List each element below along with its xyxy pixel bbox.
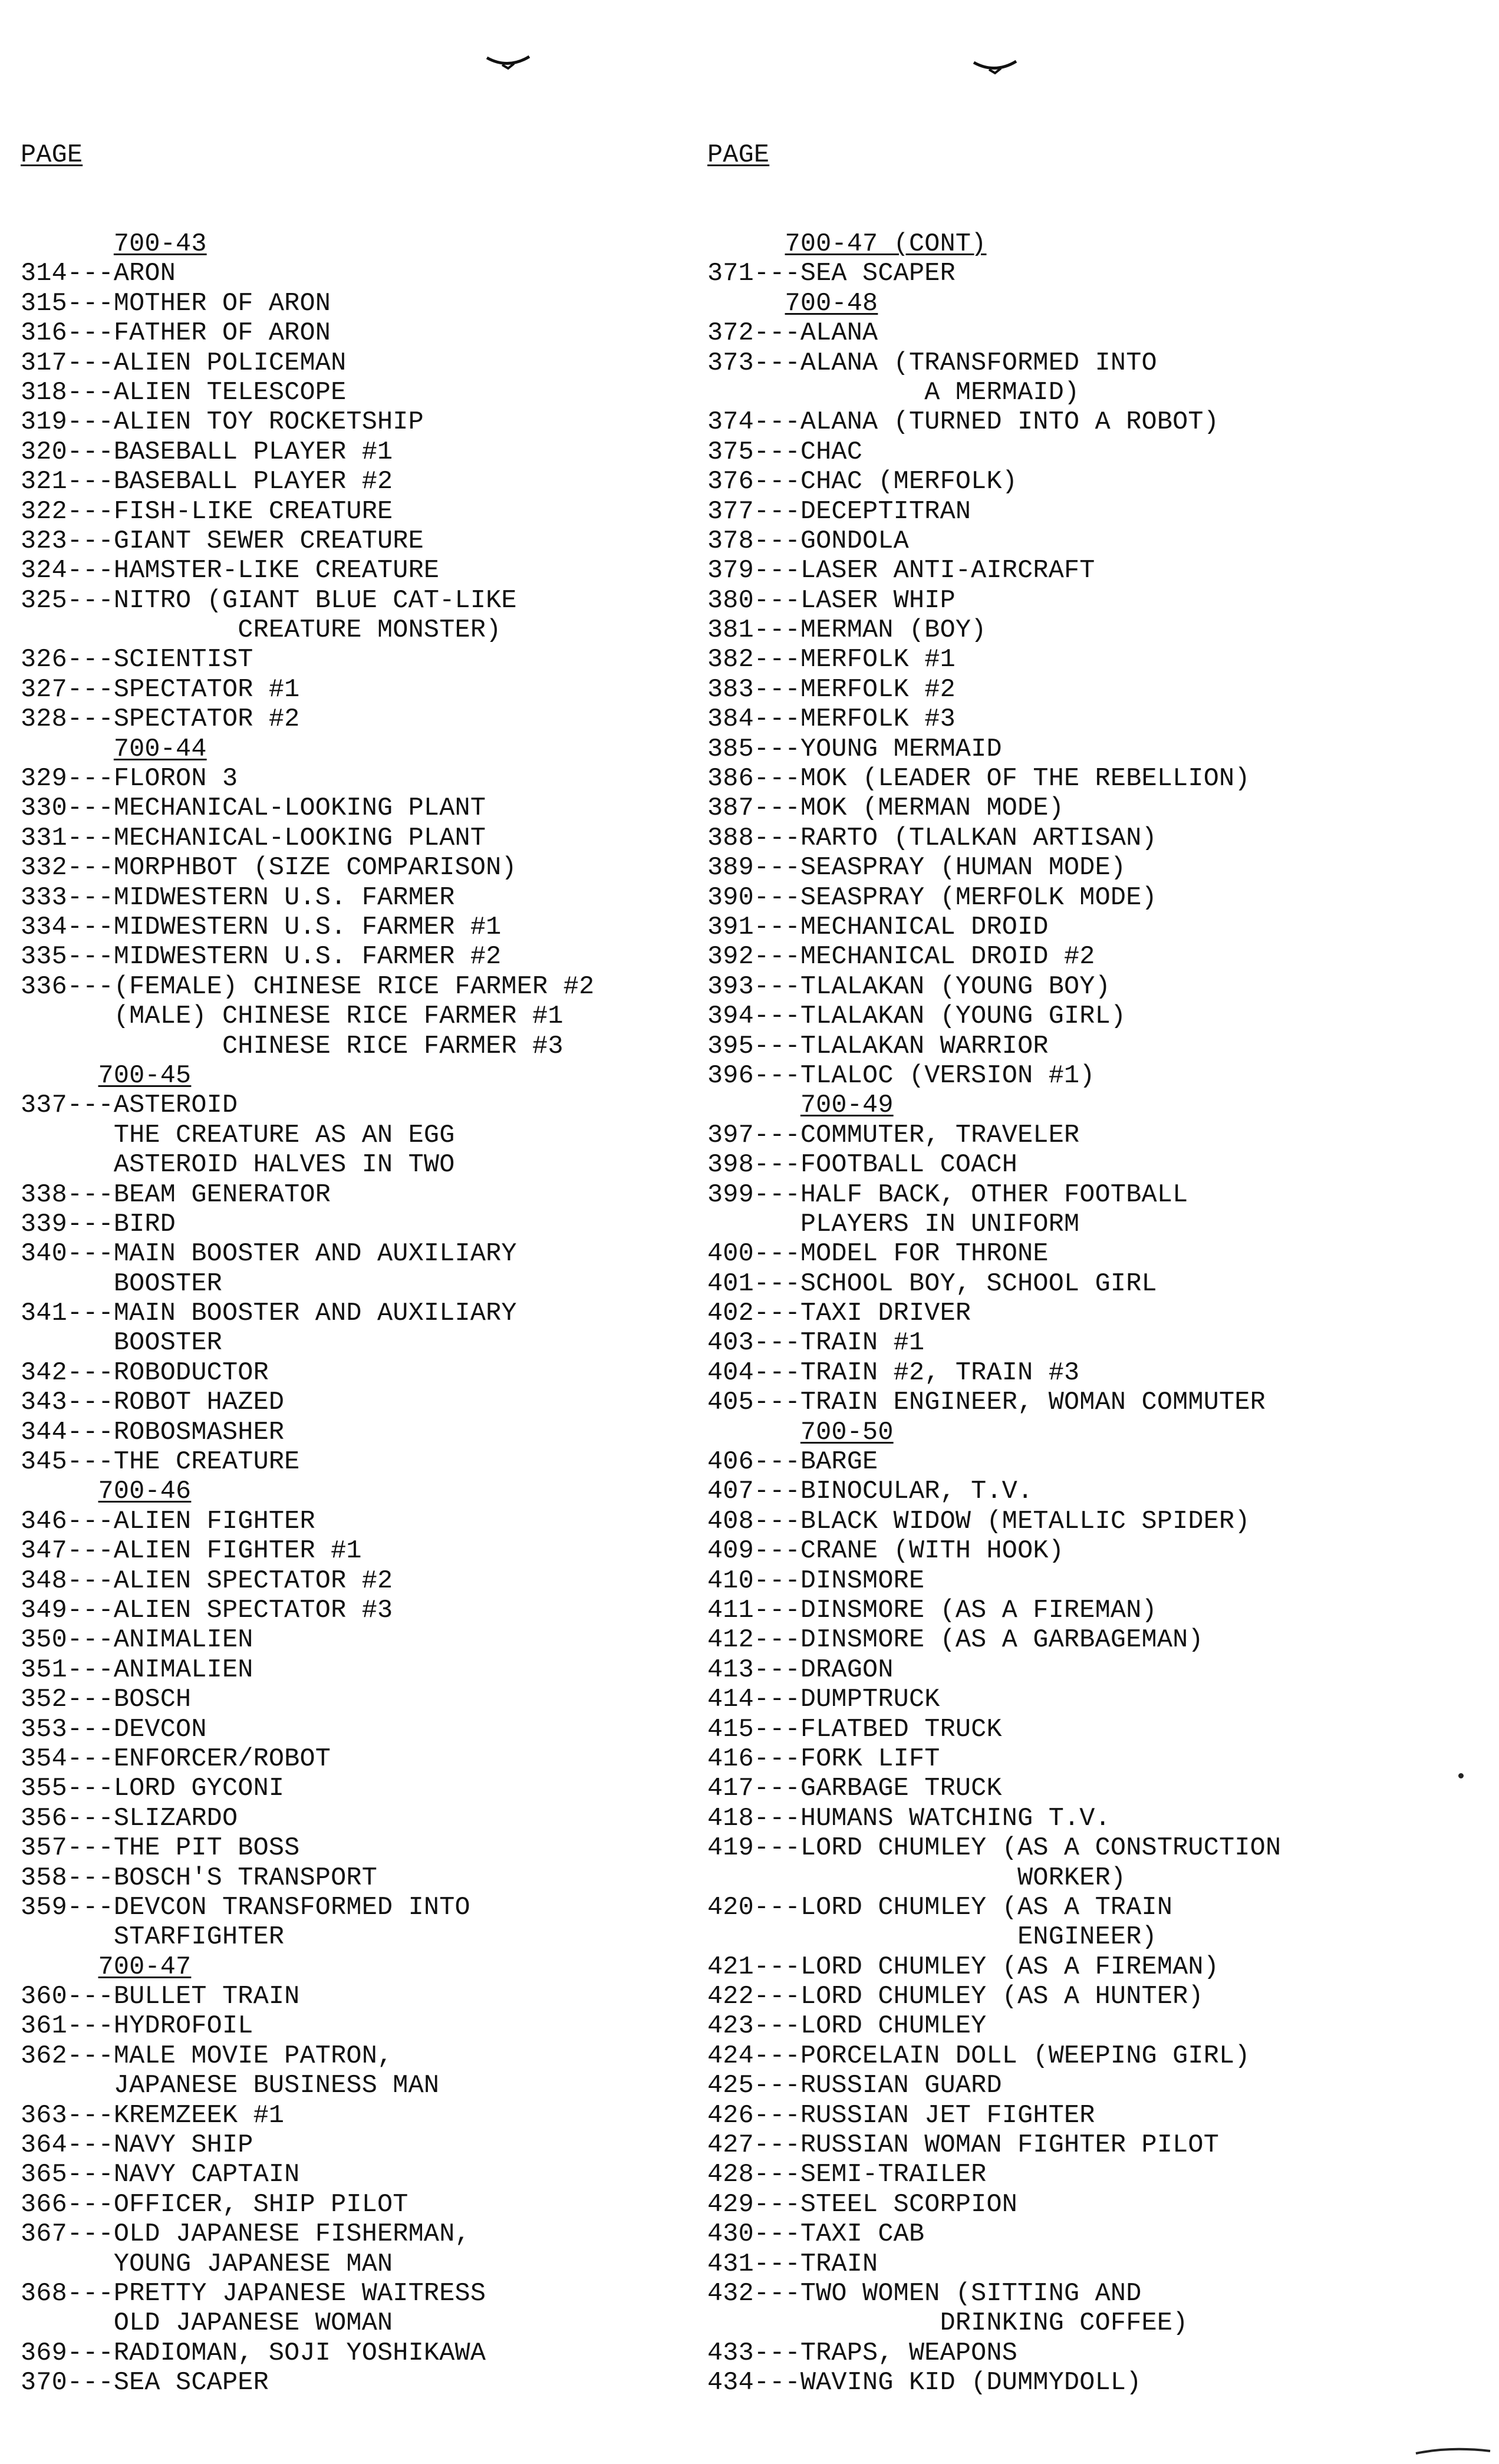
list-item: 330---MECHANICAL-LOOKING PLANT [21, 794, 486, 823]
list-item: 398---FOOTBALL COACH [707, 1151, 1018, 1180]
left-column [21, 81, 710, 2428]
list-item: 414---DUMPTRUCK [707, 1685, 940, 1715]
list-item: 351---ANIMALIEN [21, 1655, 253, 1685]
list-item: 333---MIDWESTERN U.S. FARMER [21, 883, 455, 913]
list-item: 365---NAVY CAPTAIN [21, 2160, 300, 2190]
list-item: 430---TAXI CAB [707, 2220, 925, 2249]
list-item: 366---OFFICER, SHIP PILOT [21, 2190, 408, 2219]
list-item: 321---BASEBALL PLAYER #2 [21, 467, 393, 497]
list-item: 422---LORD CHUMLEY (AS A HUNTER) [707, 1982, 1204, 2012]
list-item: 407---BINOCULAR, T.V. [707, 1477, 1033, 1507]
list-item: 319---ALIEN TOY ROCKETSHIP [21, 408, 424, 437]
list-item: 373---ALANA (TRANSFORMED INTO [707, 348, 1157, 378]
list-item: BOOSTER [21, 1329, 222, 1358]
list-item: 327---SPECTATOR #1 [21, 675, 300, 704]
list-item: 399---HALF BACK, OTHER FOOTBALL [707, 1180, 1188, 1210]
list-item: 340---MAIN BOOSTER AND AUXILIARY [21, 1240, 517, 1269]
section-number: 700-49 [800, 1091, 894, 1121]
list-item: 432---TWO WOMEN (SITTING AND [707, 2279, 1142, 2308]
list-item: 396---TLALOC (VERSION #1) [707, 1061, 1095, 1091]
list-item: 375---CHAC [707, 437, 863, 467]
list-item: 329---FLORON 3 [21, 765, 238, 794]
list-item: 420---LORD CHUMLEY (AS A TRAIN [707, 1893, 1173, 1922]
list-item: 353---DEVCON [21, 1715, 207, 1744]
list-item: A MERMAID) [707, 378, 1080, 407]
list-item: 397---COMMUTER, TRAVELER [707, 1121, 1080, 1150]
list-item: 359---DEVCON TRANSFORMED INTO [21, 1893, 470, 1922]
list-item: 382---MERFOLK #1 [707, 645, 956, 675]
list-item: 434---WAVING KID (DUMMYDOLL) [707, 2369, 1142, 2398]
list-item: 354---ENFORCER/ROBOT [21, 1744, 331, 1774]
scan-dot [1458, 1773, 1464, 1778]
list-item: 431---TRAIN [707, 2249, 878, 2279]
list-item: 388---RARTO (TLALKAN ARTISAN) [707, 823, 1157, 853]
list-item: 320---BASEBALL PLAYER #1 [21, 437, 393, 467]
list-item: 413---DRAGON [707, 1655, 894, 1685]
list-item: 421---LORD CHUMLEY (AS A FIREMAN) [707, 1952, 1220, 1982]
list-item: 425---RUSSIAN GUARD [707, 2071, 1002, 2101]
list-item: 392---MECHANICAL DROID #2 [707, 943, 1095, 972]
list-item: 314---ARON [21, 259, 176, 289]
list-item: 361---HYDROFOIL [21, 2012, 253, 2041]
list-item: WORKER) [707, 1863, 1126, 1893]
section-header [21, 230, 710, 259]
list-item: 416---FORK LIFT [707, 1744, 940, 1774]
list-item: 342---ROBODUCTOR [21, 1358, 269, 1388]
list-item: 401---SCHOOL BOY, SCHOOL GIRL [707, 1269, 1157, 1299]
list-item: 384---MERFOLK #3 [707, 705, 956, 734]
section-header [21, 1477, 710, 1507]
list-item: 390---SEASPRAY (MERFOLK MODE) [707, 883, 1157, 913]
scan-stroke-mark [1415, 2445, 1491, 2457]
list-item: 334---MIDWESTERN U.S. FARMER #1 [21, 913, 502, 942]
list-item: 374---ALANA (TURNED INTO A ROBOT) [707, 408, 1220, 437]
list-item: 380---LASER WHIP [707, 586, 956, 615]
list-item: 341---MAIN BOOSTER AND AUXILIARY [21, 1299, 517, 1329]
list-item: 387---MOK (MERMAN MODE) [707, 794, 1064, 823]
list-item: 337---ASTEROID [21, 1091, 238, 1121]
list-item: 346---ALIEN FIGHTER [21, 1507, 315, 1536]
list-item: 318---ALIEN TELESCOPE [21, 378, 347, 407]
list-item: 328---SPECTATOR #2 [21, 705, 300, 734]
list-item: OLD JAPANESE WOMAN [21, 2309, 393, 2338]
list-item: 377---DECEPTITRAN [707, 497, 971, 526]
list-item: 355---LORD GYCONI [21, 1774, 285, 1804]
list-item: 336---(FEMALE) CHINESE RICE FARMER #2 [21, 972, 595, 1002]
list-item: 406---BARGE [707, 1448, 878, 1477]
list-item: 395---TLALAKAN WARRIOR [707, 1032, 1049, 1061]
list-item: 428---SEMI-TRAILER [707, 2160, 987, 2190]
list-item: 331---MECHANICAL-LOOKING PLANT [21, 823, 486, 853]
section-number: 700-47 [98, 1952, 192, 1982]
list-item: 376---CHAC (MERFOLK) [707, 467, 1018, 497]
list-item: 349---ALIEN SPECTATOR #3 [21, 1596, 393, 1625]
list-item: DRINKING COFFEE) [707, 2309, 1188, 2338]
section-number: 700-47 (CONT) [785, 230, 987, 259]
list-item: 426---RUSSIAN JET FIGHTER [707, 2101, 1095, 2130]
list-item: 350---ANIMALIEN [21, 1626, 253, 1655]
list-item: 409---CRANE (WITH HOOK) [707, 1537, 1064, 1566]
list-item: 316---FATHER OF ARON [21, 319, 331, 348]
list-item: 332---MORPHBOT (SIZE COMPARISON) [21, 854, 517, 883]
list-item: BOOSTER [21, 1269, 222, 1299]
left-groups [21, 230, 710, 2399]
list-item: (MALE) CHINESE RICE FARMER #1 [21, 1002, 564, 1032]
list-item: 385---YOUNG MERMAID [707, 734, 1002, 764]
section-header [707, 289, 1474, 319]
list-item: 358---BOSCH'S TRANSPORT [21, 1863, 377, 1893]
binder-clip-mark-left [485, 54, 532, 72]
list-item: 394---TLALAKAN (YOUNG GIRL) [707, 1002, 1126, 1032]
section-number: 700-44 [113, 734, 207, 764]
list-item: 418---HUMANS WATCHING T.V. [707, 1804, 1111, 1833]
list-item: 352---BOSCH [21, 1685, 192, 1715]
list-item: 345---THE CREATURE [21, 1448, 300, 1477]
list-item: 378---GONDOLA [707, 526, 909, 556]
list-item: 381---MERMAN (BOY) [707, 616, 987, 645]
list-item: THE CREATURE AS AN EGG [21, 1121, 455, 1150]
list-item: 429---STEEL SCORPION [707, 2190, 1018, 2219]
section-header [21, 1062, 710, 1091]
list-item: CHINESE RICE FARMER #3 [21, 1032, 564, 1061]
list-item: 370---SEA SCAPER [21, 2369, 269, 2398]
right-column [707, 81, 1474, 2428]
list-item: 322---FISH-LIKE CREATURE [21, 497, 393, 526]
list-item: 369---RADIOMAN, SOJI YOSHIKAWA [21, 2338, 486, 2368]
list-item: YOUNG JAPANESE MAN [21, 2249, 393, 2279]
list-item: 362---MALE MOVIE PATRON, [21, 2041, 393, 2071]
list-item: ASTEROID HALVES IN TWO [21, 1151, 455, 1180]
right-groups [707, 230, 1474, 2399]
list-item: 372---ALANA [707, 319, 878, 348]
list-item: 391---MECHANICAL DROID [707, 913, 1049, 942]
section-number: 700-43 [113, 230, 207, 259]
list-item: 347---ALIEN FIGHTER #1 [21, 1537, 362, 1566]
list-item: 386---MOK (LEADER OF THE REBELLION) [707, 765, 1250, 794]
list-item: 326---SCIENTIST [21, 645, 253, 675]
section-header [21, 735, 710, 765]
list-item: 344---ROBOSMASHER [21, 1418, 285, 1447]
list-item: 400---MODEL FOR THRONE [707, 1240, 1049, 1269]
list-item: 324---HAMSTER-LIKE CREATURE [21, 556, 440, 586]
list-item: 343---ROBOT HAZED [21, 1388, 285, 1418]
list-item: 335---MIDWESTERN U.S. FARMER #2 [21, 943, 502, 972]
section-number: 700-45 [98, 1061, 192, 1091]
list-item: 317---ALIEN POLICEMAN [21, 348, 347, 378]
list-item: 389---SEASPRAY (HUMAN MODE) [707, 854, 1126, 883]
list-item: 368---PRETTY JAPANESE WAITRESS [21, 2279, 486, 2308]
page-label: PAGE [21, 140, 83, 170]
list-item: 415---FLATBED TRUCK [707, 1715, 1002, 1744]
list-item: CREATURE MONSTER) [21, 616, 502, 645]
list-item: 433---TRAPS, WEAPONS [707, 2338, 1018, 2368]
section-header [707, 1418, 1474, 1448]
list-item: ENGINEER) [707, 1923, 1157, 1952]
list-item: 357---THE PIT BOSS [21, 1834, 300, 1863]
list-item: 364---NAVY SHIP [21, 2131, 253, 2160]
section-header [707, 1091, 1474, 1121]
section-number: 700-46 [98, 1477, 192, 1507]
list-item: 411---DINSMORE (AS A FIREMAN) [707, 1596, 1157, 1625]
list-item: 427---RUSSIAN WOMAN FIGHTER PILOT [707, 2131, 1220, 2160]
list-item: 417---GARBAGE TRUCK [707, 1774, 1002, 1804]
list-item: 383---MERFOLK #2 [707, 675, 956, 704]
list-item: 393---TLALAKAN (YOUNG BOY) [707, 972, 1111, 1002]
list-item: 348---ALIEN SPECTATOR #2 [21, 1566, 393, 1596]
list-item: 356---SLIZARDO [21, 1804, 238, 1833]
list-item: 408---BLACK WIDOW (METALLIC SPIDER) [707, 1507, 1250, 1536]
list-item: 419---LORD CHUMLEY (AS A CONSTRUCTION [707, 1834, 1281, 1863]
list-item: 410---DINSMORE [707, 1566, 925, 1596]
list-item: 367---OLD JAPANESE FISHERMAN, [21, 2220, 470, 2249]
list-item: 405---TRAIN ENGINEER, WOMAN COMMUTER [707, 1388, 1266, 1418]
list-item: 360---BULLET TRAIN [21, 1982, 300, 2012]
section-header [707, 230, 1474, 259]
list-item: 363---KREMZEEK #1 [21, 2101, 285, 2130]
list-item: 323---GIANT SEWER CREATURE [21, 526, 424, 556]
page-label: PAGE [707, 140, 770, 170]
section-number: 700-48 [785, 289, 878, 318]
list-item: 338---BEAM GENERATOR [21, 1180, 331, 1210]
list-item: JAPANESE BUSINESS MAN [21, 2071, 440, 2101]
list-item: 424---PORCELAIN DOLL (WEEPING GIRL) [707, 2041, 1250, 2071]
list-item: 325---NITRO (GIANT BLUE CAT-LIKE [21, 586, 517, 615]
list-item: 403---TRAIN #1 [707, 1329, 925, 1358]
list-item: 402---TAXI DRIVER [707, 1299, 971, 1329]
list-item: 339---BIRD [21, 1210, 176, 1239]
section-number: 700-50 [800, 1418, 894, 1447]
section-header [21, 1953, 710, 1982]
list-item: 315---MOTHER OF ARON [21, 289, 331, 318]
list-item: 379---LASER ANTI-AIRCRAFT [707, 556, 1095, 586]
list-item: 423---LORD CHUMLEY [707, 2012, 987, 2041]
list-item: 412---DINSMORE (AS A GARBAGEMAN) [707, 1626, 1204, 1655]
list-item: 404---TRAIN #2, TRAIN #3 [707, 1358, 1080, 1388]
binder-clip-mark-right [971, 59, 1019, 77]
list-item: PLAYERS IN UNIFORM [707, 1210, 1080, 1239]
list-item: 371---SEA SCAPER [707, 259, 956, 289]
list-item: STARFIGHTER [21, 1923, 285, 1952]
